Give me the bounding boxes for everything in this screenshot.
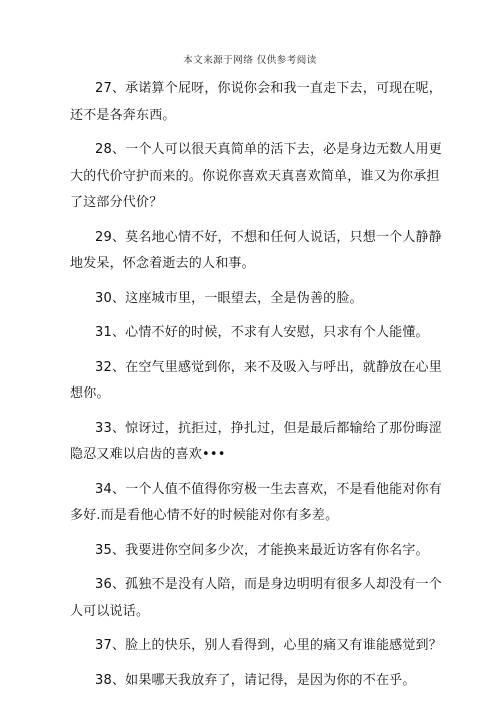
- paragraph-30: 30、这座城市里，一眼望去，全是伪善的脸。: [95, 290, 363, 306]
- paragraph-35: 35、我要进你空间多少次，才能换来最近访客有你名字。: [95, 542, 429, 558]
- paragraph-34: 34、一个人值不值得你穷极一生去喜欢，不是看他能对你有多好.而是看他心情不好的时候能对你有多差。: [70, 481, 442, 523]
- paragraph-38: 38、如果哪天我放弃了，请记得，是因为你的不在乎。: [95, 672, 416, 688]
- paragraph-37: 37、脸上的快乐，别人看得到，心里的痛又有谁能感觉到？: [95, 638, 442, 653]
- paragraph-33: 33、惊讶过，抗拒过，挣扎过，但是最后都输给了那份晦涩隐忍又难以启齿的喜欢•••: [70, 420, 442, 462]
- page-header: 本文来源于网络 仅供参考阅读: [183, 55, 317, 66]
- paragraph-32: 32、在空气里感觉到你，来不及吸入与呼出，就静放在心里想你。: [70, 359, 442, 401]
- paragraph-29: 29、莫名地心情不好，不想和任何人说话，只想一个人静静地发呆，怀念着逝去的人和事。: [70, 229, 442, 271]
- paragraph-31: 31、心情不好的时候，不求有人安慰，只求有个人能懂。: [95, 325, 429, 340]
- paragraph-list: [70, 76, 448, 702]
- paragraph-36: 36、孤独不是没有人陪，而是身边明明有很多人却没有一个人可以说话。: [70, 577, 442, 619]
- paragraph-28: 28、一个人可以很天真简单的活下去，必是身边无数人用更大的代价守护而来的。你说你喜欢天真喜欢简单，谁又为你承担了这部分代价？: [70, 142, 442, 210]
- paragraph-27: 27、承诺算个屁呀，你说你会和我一直走下去，可现在呢，还不是各奔东西。: [70, 81, 442, 123]
